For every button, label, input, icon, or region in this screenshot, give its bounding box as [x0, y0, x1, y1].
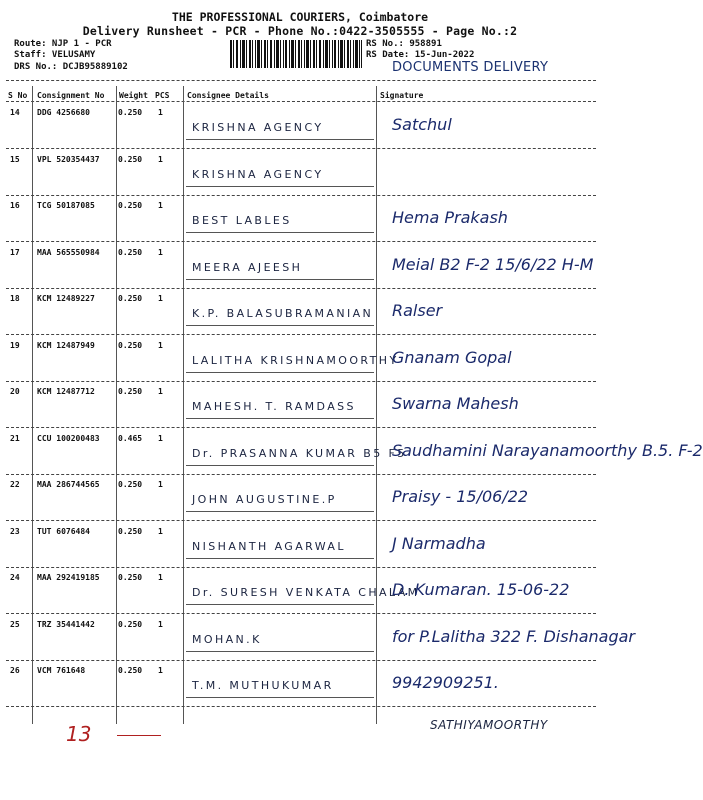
row-sno: 14 — [10, 108, 20, 117]
consignee-underline — [186, 139, 374, 140]
consignee-underline — [186, 511, 374, 512]
consignee-underline — [186, 604, 374, 605]
consignee-underline — [186, 465, 374, 466]
row-sno: 17 — [10, 248, 20, 257]
row-consignee-details: T.M. MUTHUKUMAR — [192, 679, 334, 692]
row-signature: Praisy - 15/06/22 — [392, 487, 529, 506]
row-sno: 18 — [10, 294, 20, 303]
row-pcs: 1 — [158, 201, 163, 210]
count-dash — [117, 735, 161, 736]
row-weight: 0.250 — [118, 387, 143, 396]
barcode-image — [230, 40, 362, 68]
row-consignment-no: DDG 4256680 — [37, 108, 90, 117]
total-count: 13 — [66, 722, 92, 746]
row-consignment-no: KCM 12487712 — [37, 387, 95, 396]
row-pcs: 1 — [158, 248, 163, 257]
row-signature: Meial B2 F-2 15/6/22 H-M — [392, 255, 594, 274]
runsheet-company-title: THE PROFESSIONAL COURIERS, Coimbatore — [171, 10, 429, 24]
row-consignee-details: MOHAN.K — [192, 633, 262, 646]
staff-label: Staff: VELUSAMY — [14, 50, 96, 60]
row-pcs: 1 — [158, 620, 163, 629]
row-weight: 0.250 — [118, 294, 143, 303]
row-signature: Gnanam Gopal — [392, 348, 512, 367]
row-sno: 16 — [10, 201, 20, 210]
row-separator — [6, 613, 596, 614]
consignee-underline — [186, 651, 374, 652]
row-pcs: 1 — [158, 480, 163, 489]
row-signature: Satchul — [392, 115, 452, 134]
route-label: Route: NJP 1 - PCR — [14, 39, 112, 49]
row-signature: for P.Lalitha 322 F. Dishanagar — [392, 627, 635, 646]
column-divider — [376, 86, 377, 724]
row-signature: Saudhamini Narayanamoorthy B.5. F-2 — [392, 441, 703, 460]
row-sno: 20 — [10, 387, 20, 396]
consignee-underline — [186, 279, 374, 280]
row-separator — [6, 241, 596, 242]
row-signature: Ralser — [392, 301, 443, 320]
row-consignee-details: MEERA AJEESH — [192, 261, 303, 274]
document-type-stamp: DOCUMENTS DELIVERY — [392, 60, 549, 75]
consignee-underline — [186, 186, 374, 187]
row-consignee-details: JOHN AUGUSTINE.P — [192, 493, 337, 506]
row-weight: 0.465 — [118, 434, 143, 443]
row-consignee-details: Dr. PRASANNA KUMAR B5 F5 — [192, 447, 407, 460]
row-consignee-details: KRISHNA AGENCY — [192, 168, 324, 181]
col-header-pcs: PCS — [155, 91, 170, 100]
col-header-signature: Signature — [380, 91, 424, 100]
row-consignee-details: KRISHNA AGENCY — [192, 121, 324, 134]
row-consignment-no: VCM 761648 — [37, 666, 86, 675]
column-divider — [183, 86, 184, 724]
row-separator — [6, 706, 596, 707]
consignee-underline — [186, 558, 374, 559]
row-separator — [6, 148, 596, 149]
drs-number: DRS No.: DCJB95889102 — [14, 62, 128, 72]
row-separator — [6, 567, 596, 568]
row-sno: 25 — [10, 620, 20, 629]
row-separator — [6, 288, 596, 289]
row-separator — [6, 381, 596, 382]
row-separator — [6, 474, 596, 475]
row-consignment-no: KCM 12487949 — [37, 341, 95, 350]
row-signature: Swarna Mahesh — [392, 394, 519, 413]
row-separator — [6, 520, 596, 521]
row-sno: 22 — [10, 480, 20, 489]
row-signature: Hema Prakash — [392, 208, 508, 227]
row-pcs: 1 — [158, 573, 163, 582]
col-header-sno: S No — [8, 91, 28, 100]
consignee-underline — [186, 418, 374, 419]
runsheet-subtitle: Delivery Runsheet - PCR - Phone No.:0422-3505555 - Page No.:2 — [82, 24, 518, 38]
row-pcs: 1 — [158, 155, 163, 164]
row-pcs: 1 — [158, 527, 163, 536]
consignee-underline — [186, 697, 374, 698]
row-weight: 0.250 — [118, 573, 143, 582]
row-consignee-details: BEST LABLES — [192, 214, 292, 227]
row-signature: D. Kumaran. 15-06-22 — [392, 580, 570, 599]
row-sno: 19 — [10, 341, 20, 350]
column-divider — [32, 86, 33, 724]
column-divider — [116, 86, 117, 724]
row-weight: 0.250 — [118, 248, 143, 257]
table-top-rule — [6, 80, 596, 81]
row-consignment-no: CCU 100200483 — [37, 434, 100, 443]
row-consignee-details: NISHANTH AGARWAL — [192, 540, 346, 553]
row-separator — [6, 195, 596, 196]
col-header-consignment: Consignment No — [37, 91, 105, 100]
row-sno: 24 — [10, 573, 20, 582]
row-signature: J Narmadha — [392, 534, 486, 553]
row-consignment-no: KCM 12489227 — [37, 294, 95, 303]
row-sno: 23 — [10, 527, 20, 536]
row-sno: 15 — [10, 155, 20, 164]
row-weight: 0.250 — [118, 620, 143, 629]
row-weight: 0.250 — [118, 155, 143, 164]
row-consignment-no: TRZ 35441442 — [37, 620, 95, 629]
consignee-underline — [186, 232, 374, 233]
row-weight: 0.250 — [118, 480, 143, 489]
row-weight: 0.250 — [118, 527, 143, 536]
row-weight: 0.250 — [118, 341, 143, 350]
row-sno: 26 — [10, 666, 20, 675]
row-consignment-no: VPL 520354437 — [37, 155, 100, 164]
rs-number: RS No.: 958891 — [366, 39, 442, 49]
row-consignee-details: K.P. BALASUBRAMANIAN — [192, 307, 374, 320]
row-separator — [6, 334, 596, 335]
row-signature: 9942909251. — [392, 673, 499, 692]
rs-date: RS Date: 15-Jun-2022 — [366, 50, 475, 60]
row-weight: 0.250 — [118, 666, 143, 675]
row-consignment-no: TUT 6076484 — [37, 527, 90, 536]
row-consignee-details: Dr. SURESH VENKATA CHALAM — [192, 586, 420, 599]
col-header-weight: Weight — [119, 91, 148, 100]
row-pcs: 1 — [158, 294, 163, 303]
row-pcs: 1 — [158, 108, 163, 117]
row-consignment-no: MAA 292419185 — [37, 573, 100, 582]
row-weight: 0.250 — [118, 201, 143, 210]
row-consignment-no: MAA 565550984 — [37, 248, 100, 257]
row-pcs: 1 — [158, 387, 163, 396]
col-header-consignee: Consignee Details — [187, 91, 269, 100]
row-consignment-no: MAA 286744565 — [37, 480, 100, 489]
row-separator — [6, 427, 596, 428]
consignee-underline — [186, 372, 374, 373]
row-weight: 0.250 — [118, 108, 143, 117]
consignee-underline — [186, 325, 374, 326]
row-pcs: 1 — [158, 341, 163, 350]
table-header-rule — [6, 101, 596, 102]
row-pcs: 1 — [158, 434, 163, 443]
row-sno: 21 — [10, 434, 20, 443]
row-consignee-details: LALITHA KRISHNAMOORTHY — [192, 354, 399, 367]
row-pcs: 1 — [158, 666, 163, 675]
row-consignee-details: MAHESH. T. RAMDASS — [192, 400, 356, 413]
row-separator — [6, 660, 596, 661]
row-consignment-no: TCG 50187085 — [37, 201, 95, 210]
signatory-name: SATHIYAMOORTHY — [430, 718, 548, 732]
